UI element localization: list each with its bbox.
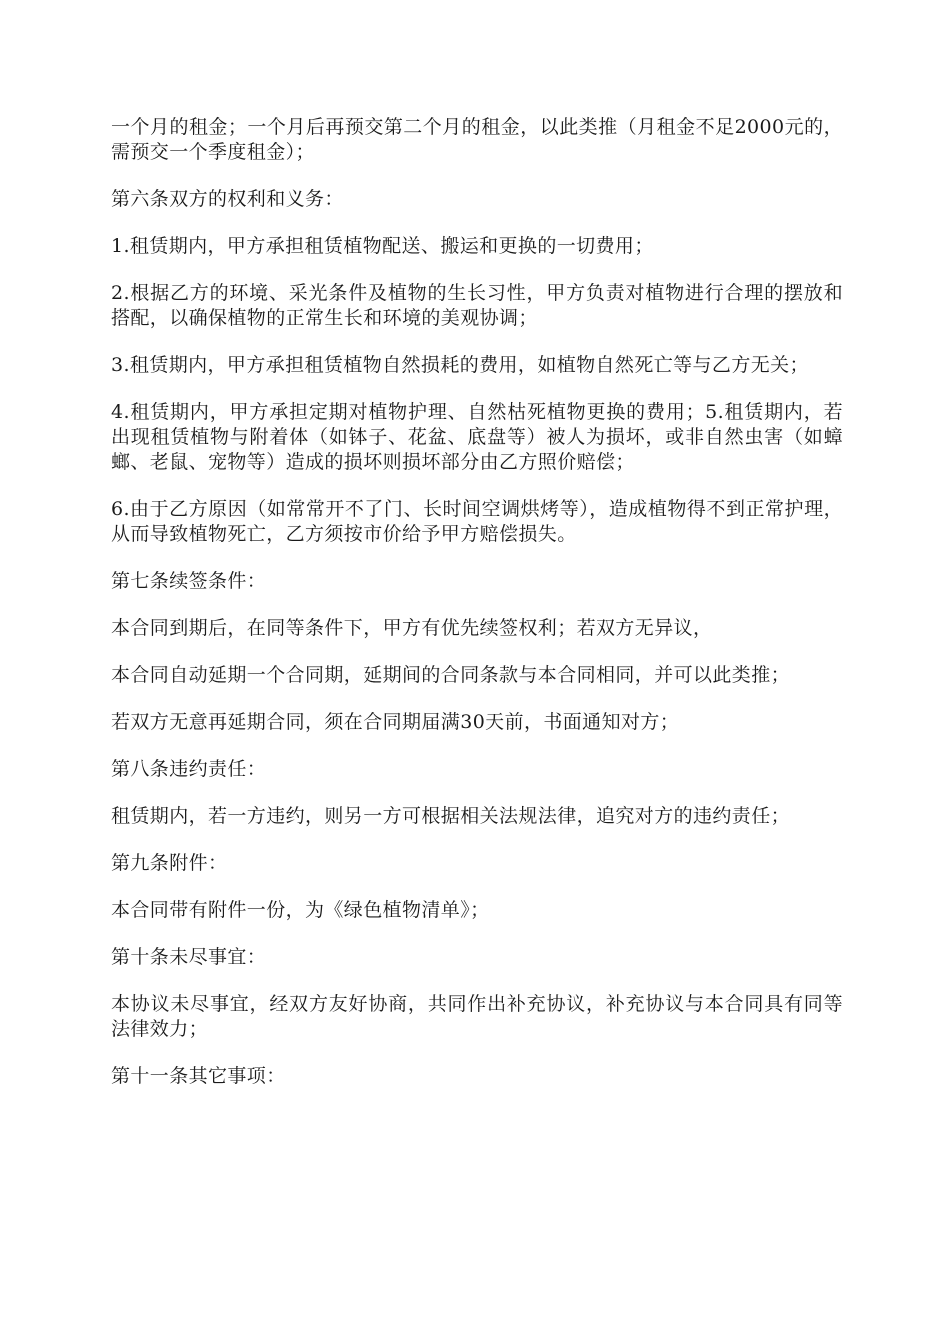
- document-body: [111, 115, 843, 1111]
- paragraph-clause-6-6: 6.由于乙方原因（如常常开不了门、长时间空调烘烤等），造成植物得不到正常护理，从而导致植物死亡，乙方须按市价给予甲方赔偿损失。: [111, 498, 843, 545]
- section-heading-article-11: 第十一条其它事项：: [111, 1065, 286, 1087]
- section-heading-article-9: 第九条附件：: [111, 852, 228, 874]
- section-heading-article-7: 第七条续签条件：: [111, 570, 267, 592]
- paragraph-clause-6-4-5: 4.租赁期内，甲方承担定期对植物护理、自然枯死植物更换的费用；5.租赁期内，若出现租赁植物与附着体（如钵子、花盆、底盘等）被人为损坏，或非自然虫害（如蟑螂、老鼠、宠物等）造成的损坏则损坏部分由乙方照价赔偿；: [111, 401, 843, 473]
- paragraph-renewal-notice: 若双方无意再延期合同，须在合同期届满30天前，书面通知对方；: [111, 711, 680, 733]
- paragraph-clause-6-3: 3.租赁期内，甲方承担租赁植物自然损耗的费用，如植物自然死亡等与乙方无关；: [111, 354, 809, 376]
- paragraph-supplementary: 本协议未尽事宜，经双方友好协商，共同作出补充协议，补充协议与本合同具有同等法律效力；: [111, 993, 843, 1040]
- paragraph-rent-payment: 一个月的租金；一个月后再预交第二个月的租金，以此类推（月租金不足2000元的，需预交一个季度租金）；: [111, 116, 843, 163]
- paragraph-clause-6-1: 1.租赁期内，甲方承担租赁植物配送、搬运和更换的一切费用；: [111, 235, 654, 257]
- paragraph-attachment: 本合同带有附件一份，为《绿色植物清单》；: [111, 899, 490, 921]
- section-heading-article-8: 第八条违约责任：: [111, 758, 267, 780]
- section-heading-article-6: 第六条双方的权利和义务：: [111, 188, 344, 210]
- section-heading-article-10: 第十条未尽事宜：: [111, 946, 267, 968]
- paragraph-renewal-priority: 本合同到期后，在同等条件下，甲方有优先续签权利；若双方无异议，: [111, 617, 713, 639]
- paragraph-breach-liability: 租赁期内，若一方违约，则另一方可根据相关法规法律，追究对方的违约责任；: [111, 805, 791, 827]
- paragraph-renewal-auto: 本合同自动延期一个合同期，延期间的合同条款与本合同相同，并可以此类推；: [111, 664, 791, 686]
- paragraph-clause-6-2: 2.根据乙方的环境、采光条件及植物的生长习性，甲方负责对植物进行合理的摆放和搭配，以确保植物的正常生长和环境的美观协调；: [111, 282, 843, 329]
